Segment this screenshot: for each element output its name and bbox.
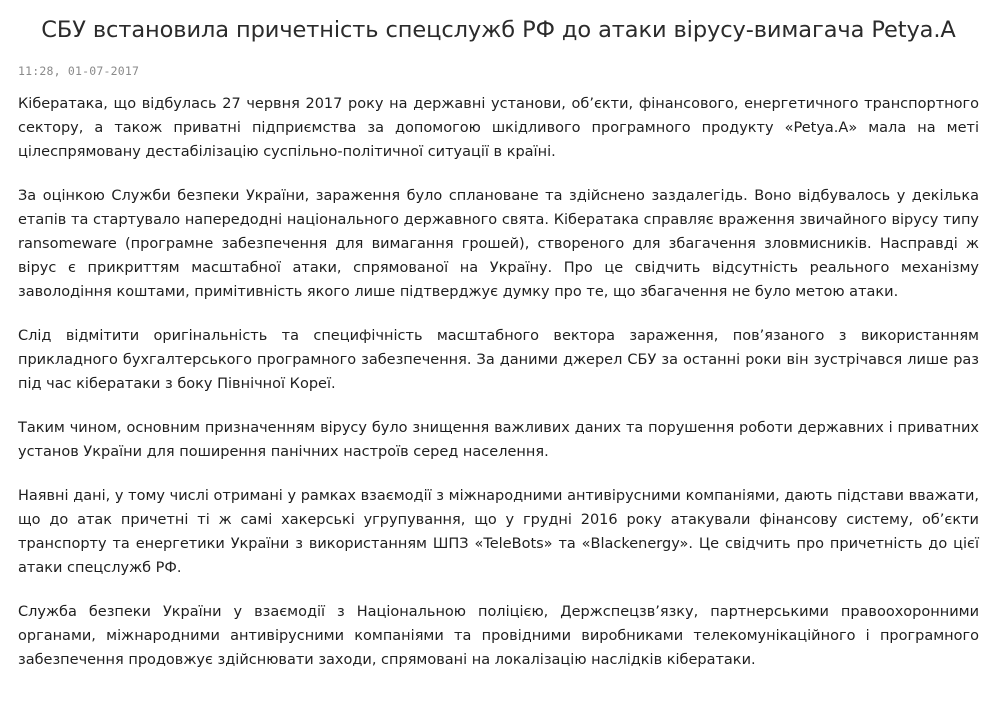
article-paragraph: Наявні дані, у тому числі отримані у рамках взаємодії з міжнародними антивірусними компаніями, дають підстави вважати, що до атак причетні ті ж самі хакерські угрупування, що у грудні 2016 року атакували фінансову систему, об’єкти транспорту та енергетики України з використанням ШПЗ «TeleBots» та «Blackenergy». Це свідчить про причетність до цієї атаки спецслужб РФ.: [18, 488, 979, 576]
article-paragraph: Таким чином, основним призначенням вірусу було знищення важливих даних та порушення роботи державних і приватних установ України для поширення панічних настроїв серед населення.: [18, 420, 979, 460]
article-paragraph: Служба безпеки України у взаємодії з Національною поліцією, Держспецзв’язку, партнерськими правоохоронними органами, міжнародними антивірусними компаніями та провідними виробниками телекомунікаційного і програмного забезпечення продовжує здійснювати заходи, спрямовані на локалізацію наслідків кібератаки.: [18, 604, 979, 668]
article: [18, 0, 979, 692]
article-datetime: 11:28, 01-07-2017: [18, 64, 140, 78]
article-title: СБУ встановила причетність спецслужб РФ до атаки вірусу-вимагача Petya.A: [41, 17, 956, 43]
article-paragraph: Слід відмітити оригінальність та специфічність масштабного вектора зараження, пов’язаного з використанням прикладного бухгалтерського програмного забезпечення. За даними джерел СБУ за останні роки він зустрічався лише раз під час кібератаки з боку Північної Кореї.: [18, 328, 979, 392]
article-paragraph: За оцінкою Служби безпеки України, зараження було сплановане та здійснено заздалегідь. Воно відбувалось у декілька етапів та стартувало напередодні національного державного свята. Кібератака справляє враження звичайного вірусу типу ransomeware (програмне забезпечення для вимагання грошей), створеного для збагачення зловмисників. Насправді ж вірус є прикриттям масштабної атаки, спрямованої на Україну. Про це свідчить відсутність реального механізму заволодіння коштами, примітивність якого лише підтверджує думку про те, що збагачення не було метою атаки.: [18, 188, 979, 300]
article-body: [18, 92, 979, 672]
article-paragraph: Кібератака, що відбулась 27 червня 2017 року на державні установи, об’єкти, фінансового, енергетичного транспортного сектору, а також приватні підприємства за допомогою шкідливого програмного продукту «Petya.A» мала на меті цілеспрямовану дестабілізацію суспільно-політичної ситуації в країні.: [18, 96, 979, 160]
